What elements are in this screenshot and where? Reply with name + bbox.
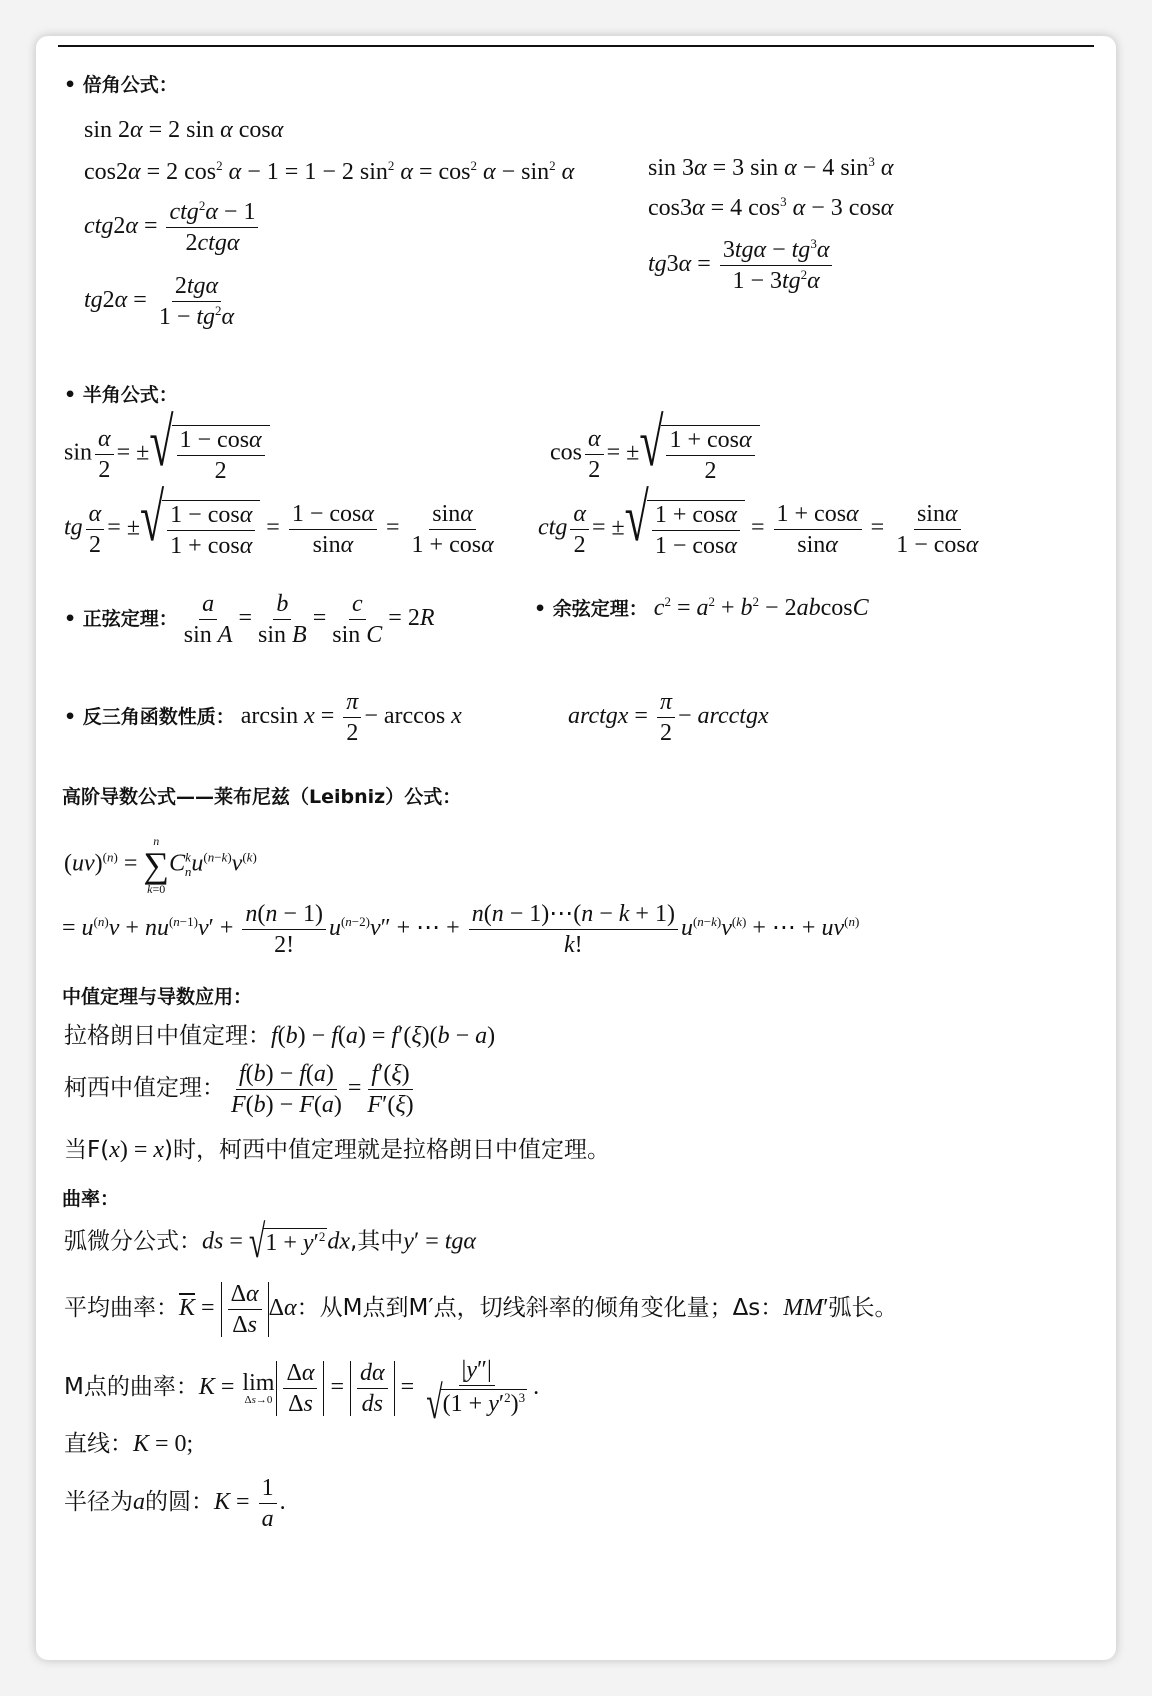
when-row: 当F(x) = x)时，柯西中值定理就是拉格朗日中值定理。 [64,1137,611,1163]
formula-sin3a: sin 3α = 3 sin α − 4 $\sin^3 \alpha$ [648,154,894,181]
formula-leibniz-expansion: = $u^{(n)}v + nu^{(n-1)}v'$ + $\frac{n(n - 1)}{2!}$ $u^{(n-2)}v''$ + ⋯ + $\frac{n(n - 1)\cdots(n - k + 1)}{k!}$ $u^{(n-k)}v^{(k)}$ + ⋯ + $uv^{(n)}$ [62,901,860,958]
formula-arctg: arctgx = $\frac{\pi}{2}$ − arcctgx [568,689,769,746]
formula-tg3a: tg3α = $\frac{3tg\alpha - tg^3\alpha}{1 - 3tg^2\alpha}$ [648,238,835,293]
formula-cos2a: cos2α = 2 $\cos^2 \alpha - 1 = 1 - 2$ $\sin^2 \alpha = \cos^2 \alpha - \sin^2 \alpha$ [84,158,575,185]
inverse-trig-heading: • 反三角函数性质： [64,706,235,729]
half-angle-heading: • 半角公式： [64,384,178,406]
formula-ctg2a: ctg2α = $\frac{ctg^2\alpha - 1}{\text{2ctgα}}$ [84,200,261,255]
formula-cos3a: cos3α = 4 $\cos^3 \alpha - 3$ cosα [648,194,894,221]
cauchy-row: 柯西中值定理： $\frac{f(b) - f(a)}{F(b) - F(a)}$ = $\frac{f'(\xi)}{F'(\xi)}$ [64,1061,414,1118]
line-curvature-row: 直线：K = 0; [64,1431,194,1457]
leibniz-heading: 高阶导数公式——莱布尼兹（Leibniz）公式： [62,786,462,808]
formula-leibniz-sum: (uv)$^{(n)}$ = n ∑ k=0 $C^k_nu^{(n-k)}v^{(k)}$ [64,834,257,896]
double-angle-heading: • 倍角公式： [64,74,178,96]
formula-tg2a: tg2α = $\frac{\text{2tgα}}{1 - tg^2\alpha}$ [84,273,235,330]
formula-cos-half: cos $\frac{\alpha}{2}$ = ± √ $\frac{1 + \cos\alpha}{2}$ [550,425,760,483]
avg-curvature-row: 平均曲率：$\overline{K}$ = $\frac{\Delta\alpha}{\Delta s}$ Δα：从M点到M′点，切线斜率的倾角变化量；Δs：MM′弧长。 [64,1281,898,1338]
inverse-trig-row: • 反三角函数性质： arcsin x = $\frac{\pi}{2}$ − arccos x [64,689,462,746]
top-rule [58,45,1094,47]
m-point-curvature-row: M点的曲率：K = lim Δs→0 $\frac{\Delta\alpha}{\Delta s}$ = $\frac{d\alpha}{ds}$ = |y″| √ $(1 + y'^2)^3$ . [64,1357,540,1429]
circle-curvature-row: 半径为a的圆：K = $\frac{1}{a}$ . [64,1475,286,1532]
formula-ctg-half: ctg $\frac{\alpha}{2}$ = ± √ $\frac{1 + \cos\alpha}{1 - \cos\alpha}$ = $\frac{1 + \cos\alpha}{\sin\alpha}$ = $\frac{\sin\alpha}{1 - \cos\alpha}$ [538,479,979,559]
formula-tg-half: tg $\frac{\alpha}{2}$ = ± √ $\frac{1 - \cos\alpha}{1 + \cos\alpha}$ = $\frac{1 - \cos\alpha}{\sin\alpha}$ = $\frac{\sin\alpha}{1 + \cos\alpha}$ [64,479,494,559]
formula-sin-half: sin $\frac{\alpha}{2}$ = ± √ $\frac{1 - \cos\alpha}{2}$ [64,425,270,483]
lagrange-row: 拉格朗日中值定理：f(b) − f(a) = f′(ξ)(b − a) [64,1023,496,1049]
cosine-law-heading: • 余弦定理： [534,598,648,620]
curvature-heading: 曲率： [62,1188,120,1210]
mean-value-heading: 中值定理与导数应用： [62,986,253,1008]
cosine-law-row: • 余弦定理： $c^2 = a^2 + b^2 - 2abcosC$ [534,594,869,621]
formula-sin2a: sin 2α = 2 sin α cosα [84,117,284,143]
sine-law-row: • 正弦定理： $\frac{a}{\text{sin A}}$ = $\frac{b}{\text{sin B}}$ = $\frac{c}{\text{sin C}}$ = 2R [64,591,435,648]
arc-diff-row: 弧微分公式：ds = √ $1 + y'^2$ dx,其中y′ = tgα [64,1216,476,1268]
sine-law-heading: • 正弦定理： [64,608,178,631]
